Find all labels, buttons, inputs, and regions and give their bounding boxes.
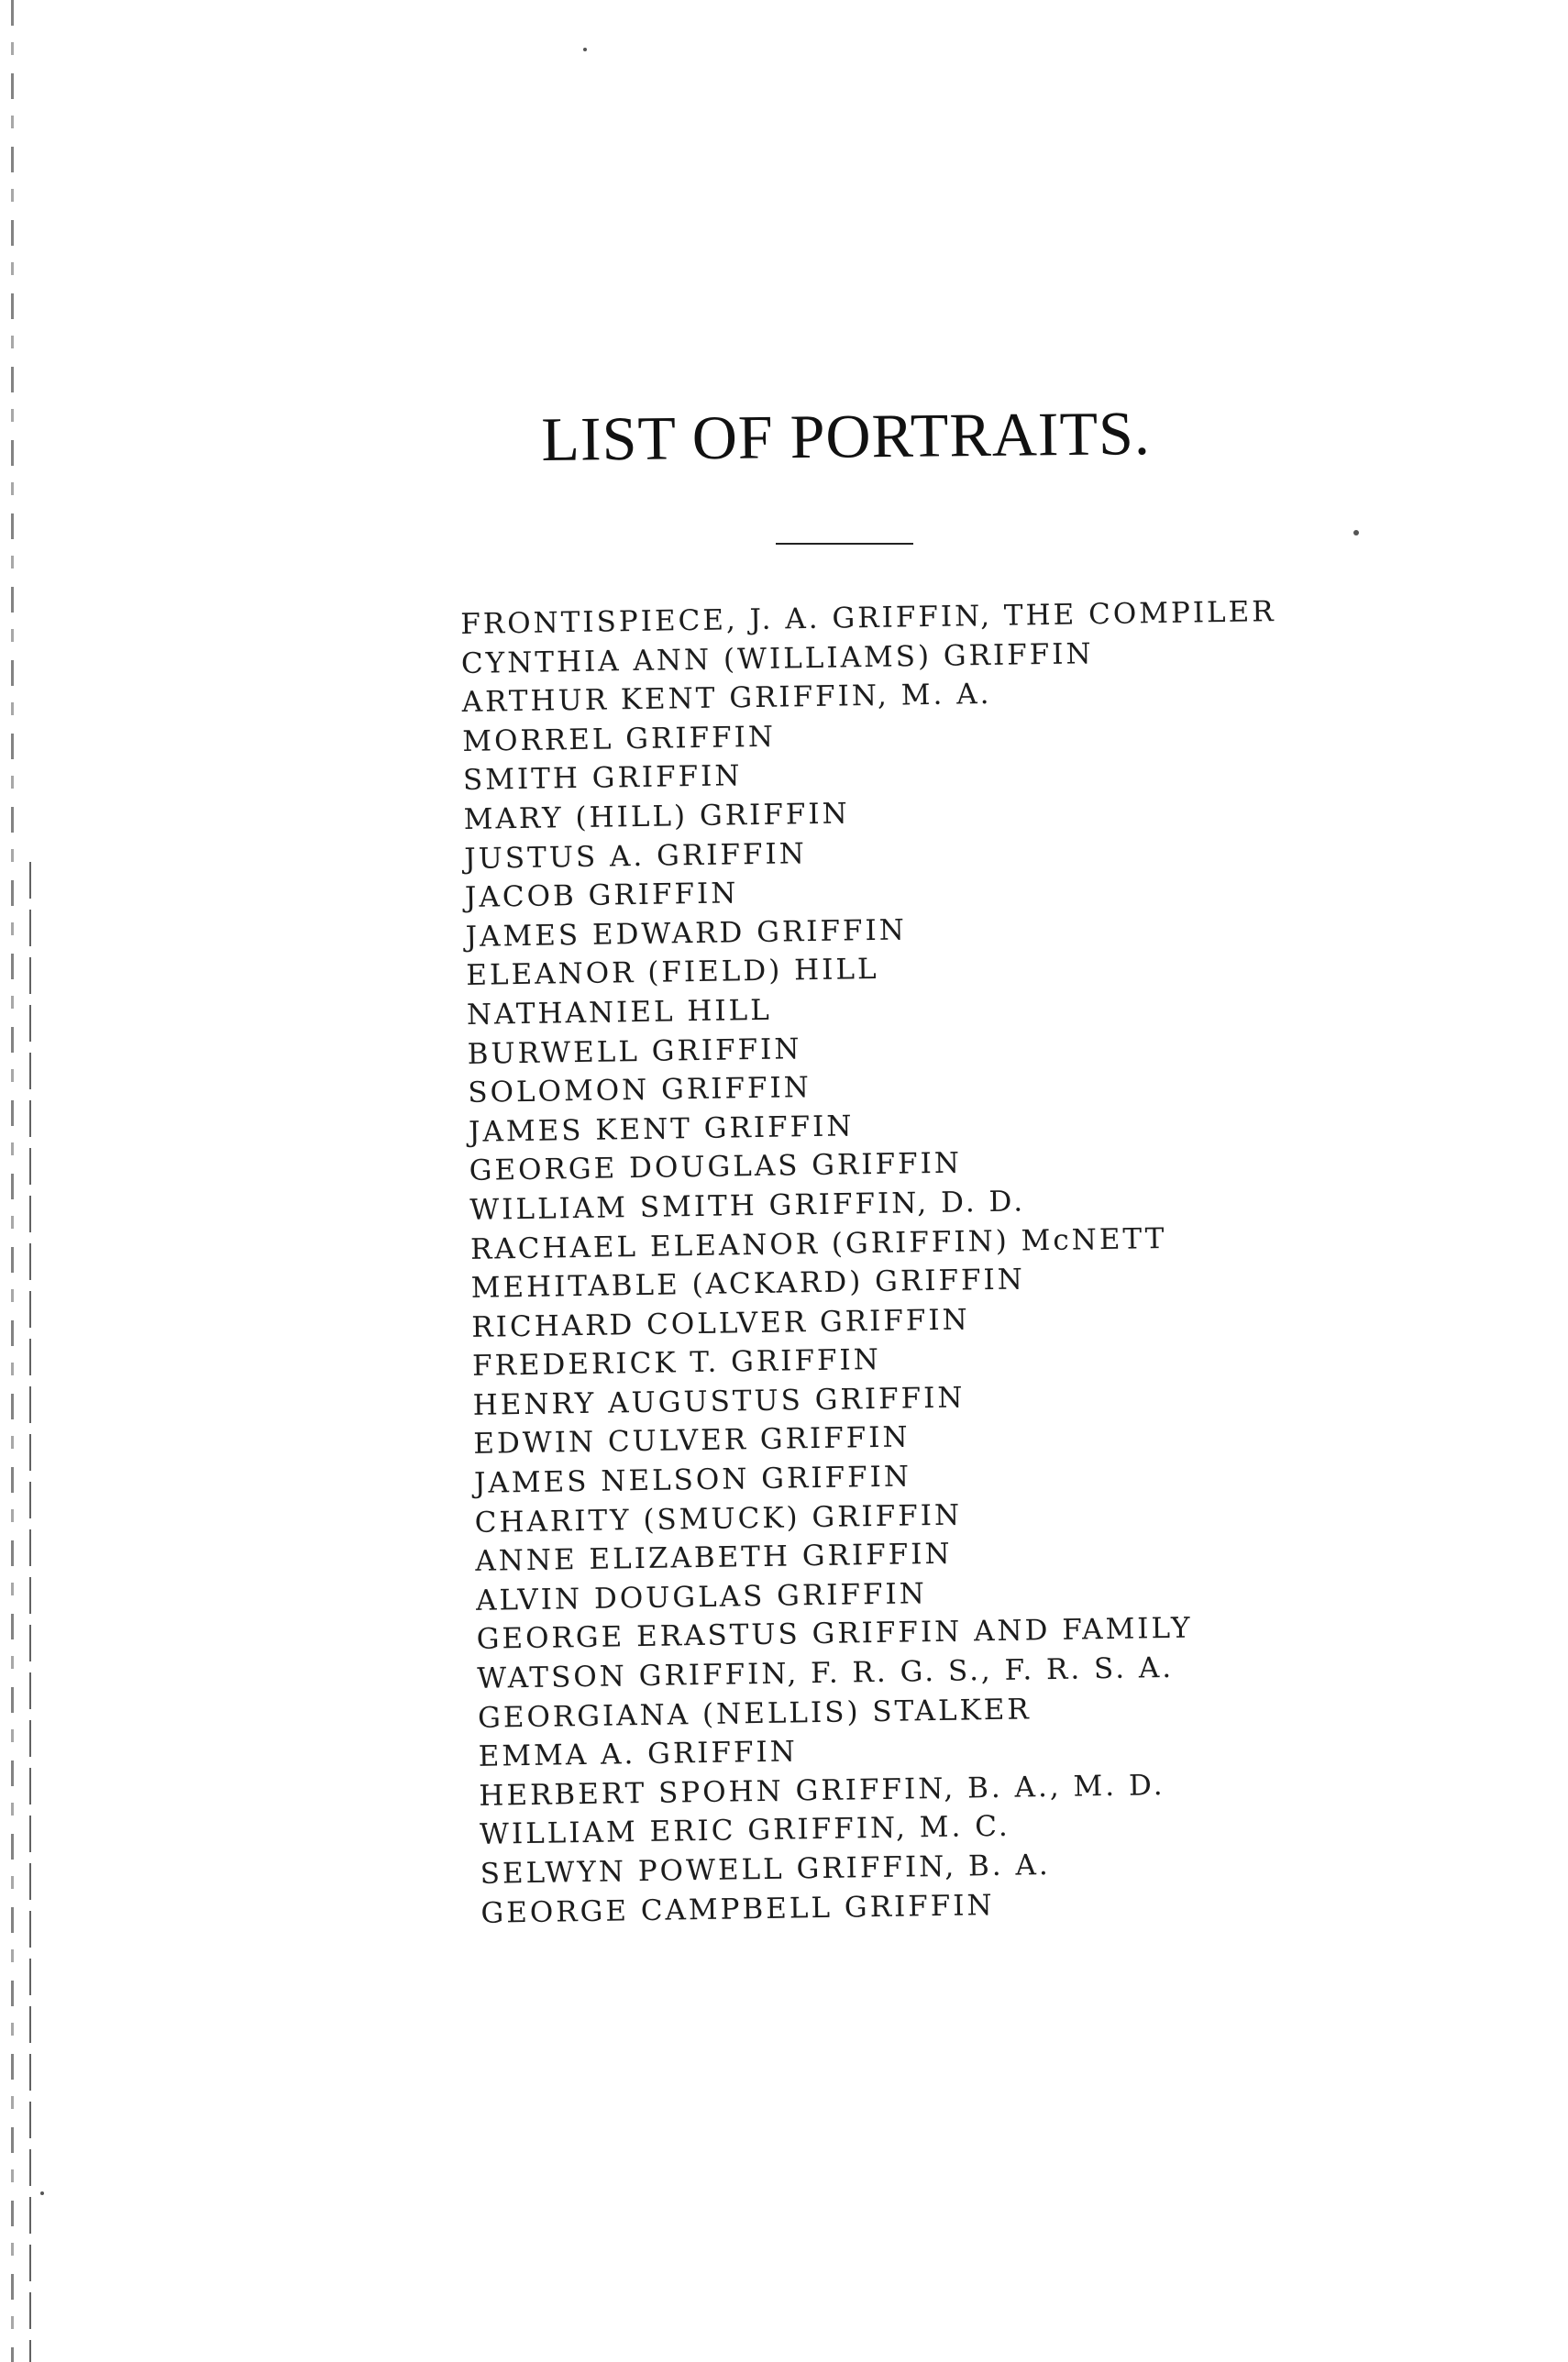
- list-item: GEORGE ERASTUS GRIFFIN AND FAMILY: [476, 1612, 1193, 1657]
- list-item: ARTHUR KENT GRIFFIN, M. A.: [461, 678, 992, 720]
- list-item: JAMES NELSON GRIFFIN: [473, 1460, 912, 1500]
- list-item: ELEANOR (FIELD) HILL: [466, 953, 879, 993]
- list-item: GEORGE CAMPBELL GRIFFIN: [480, 1888, 995, 1930]
- page-edge-shadow: [11, 0, 14, 2362]
- list-item: SMITH GRIFFIN: [462, 759, 743, 798]
- list-item: CHARITY (SMUCK) GRIFFIN: [474, 1498, 963, 1540]
- list-item: JACOB GRIFFIN: [464, 877, 739, 915]
- list-item: JUSTUS A. GRIFFIN: [464, 836, 808, 876]
- list-item: NATHANIEL HILL: [466, 993, 773, 1032]
- portrait-list: [460, 590, 1398, 1933]
- list-item: SELWYN POWELL GRIFFIN, B. A.: [480, 1849, 1052, 1891]
- list-item: GEORGIANA (NELLIS) STALKER: [477, 1692, 1032, 1735]
- list-item: EDWIN CULVER GRIFFIN: [473, 1420, 911, 1462]
- page-edge-shadow-inner: [29, 862, 31, 2362]
- list-item: GEORGE DOUGLAS GRIFFIN: [469, 1146, 963, 1188]
- list-item: EMMA A. GRIFFIN: [478, 1735, 799, 1774]
- list-item: WILLIAM SMITH GRIFFIN, D. D.: [469, 1185, 1026, 1227]
- ink-speck: [1353, 530, 1359, 535]
- list-item: HENRY AUGUSTUS GRIFFIN: [472, 1381, 966, 1422]
- list-item: BURWELL GRIFFIN: [467, 1032, 802, 1071]
- list-item: SOLOMON GRIFFIN: [468, 1071, 812, 1110]
- list-item: JAMES KENT GRIFFIN: [468, 1109, 855, 1149]
- list-item: MEHITABLE (ACKARD) GRIFFIN: [470, 1263, 1026, 1305]
- title-divider: [776, 543, 913, 545]
- list-item: RICHARD COLLVER GRIFFIN: [471, 1303, 970, 1344]
- list-item: ALVIN DOUGLAS GRIFFIN: [475, 1576, 928, 1617]
- list-item: WATSON GRIFFIN, F. R. G. S., F. R. S. A.: [477, 1650, 1175, 1695]
- list-item: CYNTHIA ANN (WILLIAMS) GRIFFIN: [460, 636, 1094, 680]
- list-item: WILLIAM ERIC GRIFFIN, M. C.: [479, 1810, 1010, 1852]
- list-item: MARY (HILL) GRIFFIN: [463, 797, 850, 836]
- list-item: ANNE ELIZABETH GRIFFIN: [475, 1537, 953, 1579]
- list-item: FRONTISPIECE, J. A. GRIFFIN, THE COMPILER: [460, 595, 1276, 641]
- list-item: FREDERICK T. GRIFFIN: [471, 1343, 882, 1384]
- ink-speck: [583, 48, 587, 51]
- page-title: LIST OF PORTRAITS.: [541, 398, 1152, 474]
- list-item: RACHAEL ELEANOR (GRIFFIN) McNETT: [469, 1221, 1167, 1266]
- list-item: MORREL GRIFFIN: [462, 720, 777, 758]
- ink-speck: [40, 2191, 44, 2195]
- list-item: HERBERT SPOHN GRIFFIN, B. A., M. D.: [479, 1768, 1165, 1813]
- list-item: JAMES EDWARD GRIFFIN: [465, 913, 908, 954]
